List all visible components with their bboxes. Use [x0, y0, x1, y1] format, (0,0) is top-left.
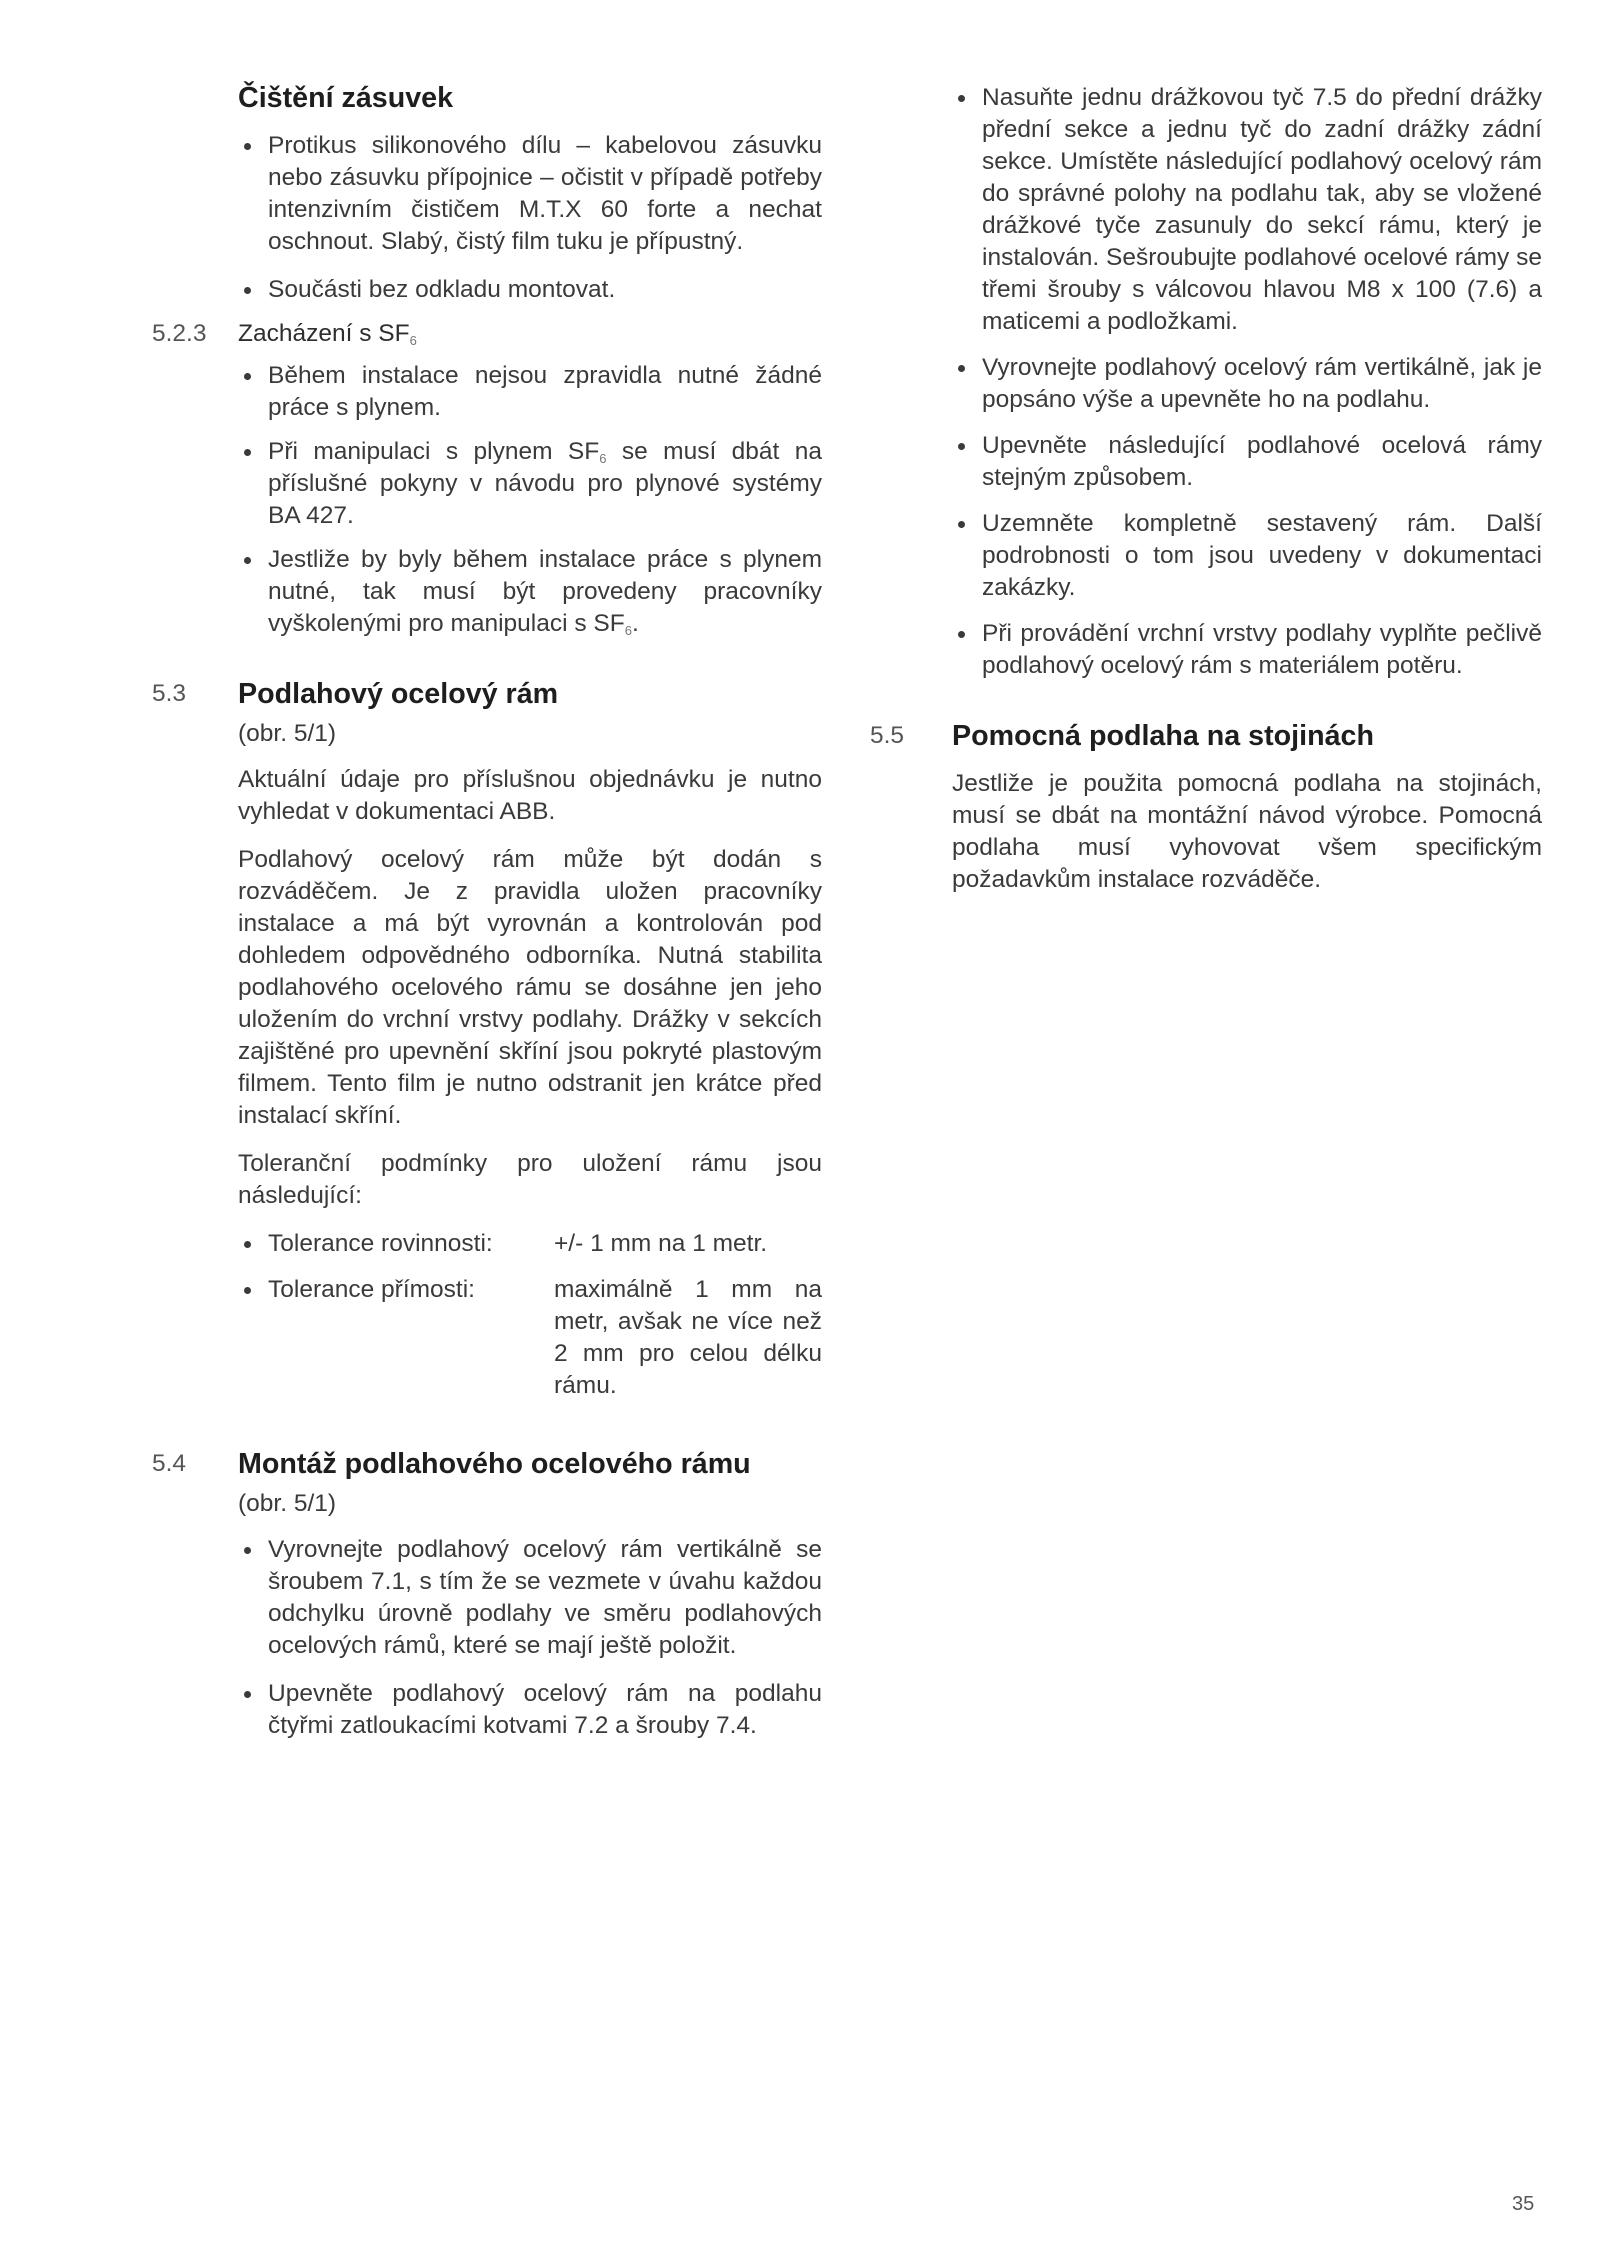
section-number: 5.3 — [152, 680, 187, 707]
tolerance-label: Tolerance přímosti: — [268, 1276, 475, 1303]
list-item — [238, 1274, 822, 1402]
paragraph: Toleranční podmínky pro uložení rámu jsou následující: — [238, 1150, 822, 1209]
section-title: Podlahový ocelový rám — [238, 678, 559, 710]
list-item: Upevněte podlahový ocelový rám na podlahu čtyřmi zatloukacími kotvami 7.2 a šrouby 7.4. — [238, 1678, 822, 1742]
list-item: Protikus silikonového dílu – kabelovou zásuvku nebo zásuvku přípojnice – očistit v případě potřeby intenzivním čističem M.T.X 60 forte a nechat oschnout. Slabý, čistý film tuku je přípustný. — [238, 130, 822, 258]
list-item: Při manipulaci s plynem $SF_6$ se musí dbát na příslušné pokyny v návodu pro plynové systémy BA 427. — [238, 436, 822, 532]
section-5-2-3 — [152, 318, 822, 640]
right-column — [870, 82, 1542, 896]
tolerance-list — [238, 1228, 822, 1402]
list-item — [238, 1228, 822, 1260]
section-number: 5.4 — [152, 1450, 187, 1477]
section-title: Pomocná podlaha na stojinách — [952, 720, 1374, 752]
list-item: Jestliže by byly během instalace práce s plynem nutné, tak musí být provedeny pracovníky vyškolenými pro manipulaci s $SF_6$. — [238, 544, 822, 640]
list-item: Během instalace nejsou zpravidla nutné žádné práce s plynem. — [238, 360, 822, 424]
list-item: Nasuňte jednu drážkovou tyč 7.5 do přední drážky přední sekce a jednu tyč do zadní drážky zádní sekce. Umístěte následující podlahový ocelový rám do správné polohy na podlahu tak, aby se vložené drážkové tyče zasunuly do sekcí rámu, který je instalován. Sešroubujte podlahové ocelové rámy se třemi šrouby s válcovou hlavou M8 x 100 (7.6) a maticemi a podložkami. — [952, 82, 1542, 338]
section-number: 5.2.3 — [152, 320, 207, 347]
tolerance-value: +/- 1 mm na 1 metr. — [554, 1230, 768, 1257]
section-number: 5.5 — [870, 722, 905, 749]
section-5-4 — [152, 1448, 822, 1742]
paragraph: Aktuální údaje pro příslušnou objednávku je nutno vyhledat v dokumentaci ABB. — [238, 766, 822, 825]
mounting-list — [238, 1534, 822, 1742]
figure-ref: (obr. 5/1) — [238, 720, 337, 747]
section-cleaning — [238, 82, 822, 306]
sf6-list — [238, 360, 822, 640]
list-item: Uzemněte kompletně sestavený rám. Další podrobnosti o tom jsou uvedeny v dokumentaci zakázky. — [952, 508, 1542, 604]
section-5-3 — [152, 678, 822, 1402]
list-item: Vyrovnejte podlahový ocelový rám vertikálně se šroubem 7.1, s tím že se vezmete v úvahu každou odchylku úrovně podlahy ve směru podlahových ocelových rámů, které se mají ještě položit. — [238, 1534, 822, 1662]
tolerance-label: Tolerance rovinnosti: — [268, 1230, 493, 1257]
section-title: Montáž podlahového ocelového rámu — [238, 1448, 751, 1480]
figure-ref: (obr. 5/1) — [238, 1490, 337, 1517]
section-5-5 — [870, 720, 1542, 896]
page-number: 35 — [1512, 2193, 1535, 2215]
cleaning-list — [238, 130, 822, 306]
paragraph: Jestliže je použita pomocná podlaha na stojinách, musí se dbát na montážní návod výrobce. Pomocná podlaha musí vyhovovat všem specifickým požadavkům instalace rozváděče. — [952, 770, 1542, 893]
list-item: Upevněte následující podlahové ocelová rámy stejným způsobem. — [952, 430, 1542, 494]
mounting-list-continued — [952, 82, 1542, 682]
tolerance-value: maximálně 1 mm na metr, avšak ne více než 2 mm pro celou délku rámu. — [554, 1276, 822, 1399]
left-column — [152, 82, 822, 1742]
section-title: Zacházení s $SF_6$ — [238, 320, 417, 348]
list-item: Vyrovnejte podlahový ocelový rám vertikálně, jak je popsáno výše a upevněte ho na podlahu. — [952, 352, 1542, 416]
heading-cleaning: Čištění zásuvek — [238, 82, 454, 114]
paragraph: Podlahový ocelový rám může být dodán s rozváděčem. Je z pravidla uložen pracovníky instalace a má být vyrovnán a kontrolován pod dohledem odpovědného odborníka. Nutná stabilita podlahového ocelového rámu se dosáhne jen jeho uložením do vrchní vrstvy podlahy. Drážky v sekcích zajištěné pro upevnění skříní jsou pokryté plastovým filmem. Tento film je nutno odstranit jen krátce před instalací skříní. — [238, 846, 822, 1129]
list-item: Při provádění vrchní vrstvy podlahy vyplňte pečlivě podlahový ocelový rám s materiálem potěru. — [952, 618, 1542, 682]
list-item: Součásti bez odkladu montovat. — [238, 274, 822, 306]
